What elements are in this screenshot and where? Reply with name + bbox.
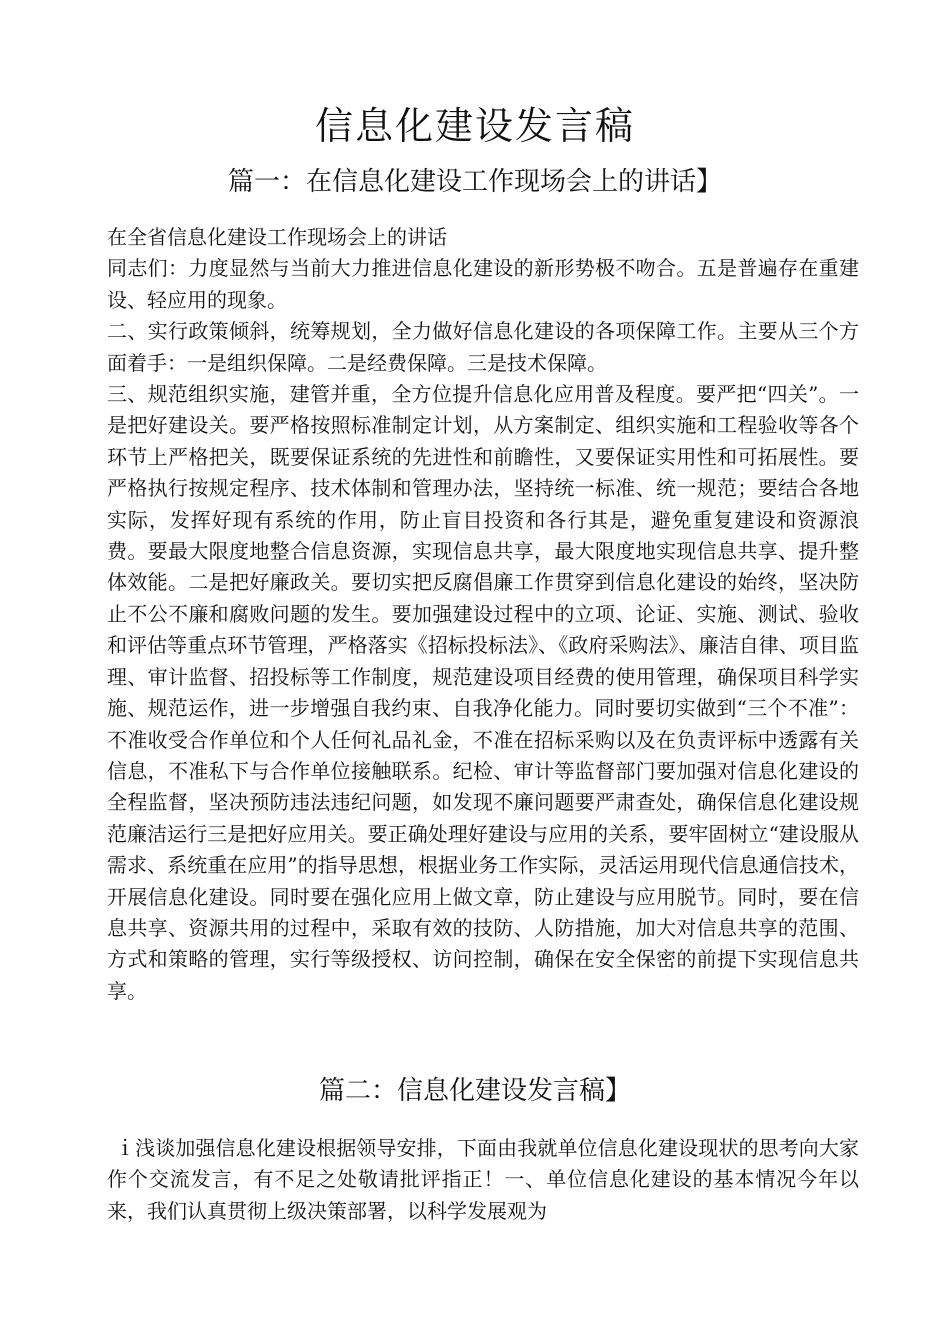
section-heading-2: 篇二：信息化建设发言稿】 [318, 1076, 631, 1106]
section-body-1 [107, 222, 859, 1007]
document-title: 信息化建设发言稿 [314, 104, 635, 148]
paragraph: ｉ浅谈加强信息化建设根据领导安排，下面由我就单位信息化建设现状的思考向大家作个交流发言，有不足之处敬请批评指正！一、单位信息化建设的基本情况今年以来，我们认真贯彻上级决策部署，以科学发展观为 [107, 1136, 859, 1223]
paragraph: 在全省信息化建设工作现场会上的讲话 [107, 225, 447, 249]
section-heading-1: 篇一：在信息化建设工作现场会上的讲话】 [227, 167, 722, 197]
paragraph: 三、规范组织实施，建管并重，全方位提升信息化应用普及程度。要严把“四关”。一是把好建设关。要严格按照标准制定计划，从方案制定、组织实施和工程验收等各个环节上严格把关，既要保证系统的先进性和前瞻性，又要保证实用性和可拓展性。要严格执行按规定程序、技术体制和管理办法，坚持统一标准、统一规范；要结合各地实际，发挥好现有系统的作用，防止盲目投资和各行其是，避免重复建设和资源浪费。要最大限度地整合信息资源，实现信息共享，最大限度地实现信息共享、提升整体效能。二是把好廉政关。要切实把反腐倡廉工作贯穿到信息化建设的始终，坚决防止不公不廉和腐败问题的发生。要加强建设过程中的立项、论证、实施、测试、验收和评估等重点环节管理，严格落实《招标投标法》、《政府采购法》、廉洁自律、项目监理、审计监督、招投标等工作制度，规范建设项目经费的使用管理，确保项目科学实施、规范运作，进一步增强自我约束、自我净化能力。同时要切实做到“三个不准”：不准收受合作单位和个人任何礼品礼金，不准在招标采购以及在负责评标中透露有关信息，不准私下与合作单位接触联系。纪检、审计等监督部门要加强对信息化建设的全程监督，坚决预防违法违纪问题，如发现不廉问题要严肃查处，确保信息化建设规范廉洁运行三是把好应用关。要正确处理好建设与应用的关系，要牢固树立“建设服从需求、系统重在应用”的指导思想，根据业务工作实际，灵活运用现代信息通信技术，开展信息化建设。同时要在强化应用上做文章，防止建设与应用脱节。同时，要在信息共享、资源共用的过程中，采取有效的技防、人防措施，加大对信息共享的范围、方式和策略的管理，实行等级授权、访问控制，确保在安全保密的前提下实现信息共享。 [107, 382, 859, 1003]
section-body-2 [107, 1133, 859, 1227]
paragraph: 二、实行政策倾斜，统筹规划，全力做好信息化建设的各项保障工作。主要从三个方面着手：一是组织保障。二是经费保障。三是技术保障。 [107, 319, 859, 375]
paragraph: 同志们：力度显然与当前大力推进信息化建设的新形势极不吻合。五是普遍存在重建设、轻应用的现象。 [107, 256, 859, 312]
